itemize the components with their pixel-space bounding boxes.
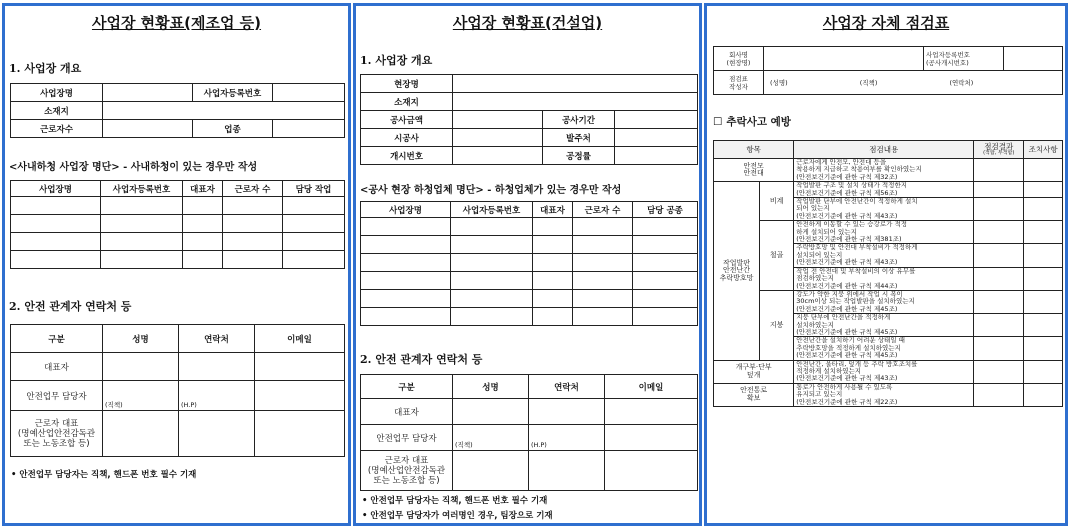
result-cell[interactable] — [974, 314, 1024, 337]
content-cell — [794, 221, 974, 244]
manufacturing-status-sheet — [2, 3, 351, 526]
label-workers: 근로자수 — [11, 120, 103, 138]
content-line: 추락방호망을 적정하게 설치하였는지 — [796, 343, 901, 352]
col-action: 조치사항 — [1024, 141, 1063, 159]
action-cell[interactable] — [1024, 182, 1063, 198]
content-cell — [794, 244, 974, 267]
col-site-name: 사업장명 — [11, 181, 101, 197]
content-line: 작업 전 안전대 및 부착설비의 이상 유무를 — [796, 266, 916, 275]
action-cell[interactable] — [1024, 267, 1063, 290]
hp-hint: (H.P) — [181, 401, 197, 409]
value-industry[interactable] — [273, 120, 345, 138]
item-line: 덮개 — [746, 370, 761, 379]
col-category: 구분 — [361, 375, 453, 399]
result-cell[interactable] — [974, 198, 1024, 221]
value-reg-no[interactable] — [273, 84, 345, 102]
item-safe-passage — [714, 383, 794, 406]
col-content: 점검내용 — [794, 141, 974, 159]
item-line: 개구부·단부 — [735, 363, 772, 372]
writer-name-hint: (성명) — [770, 78, 788, 87]
result-cell[interactable] — [974, 159, 1024, 182]
section-contact-heading: 2. 안전 관계자 연락처 등 — [9, 300, 132, 313]
action-cell[interactable] — [1024, 360, 1063, 383]
value-amount[interactable] — [453, 111, 543, 129]
action-cell[interactable] — [1024, 221, 1063, 244]
rep-line-2: (명예산업안전감독관 — [367, 465, 446, 476]
content-line: (안전보건기준에 관한 규칙 제43조) — [796, 374, 898, 383]
label-reg-no: 사업자등록번호 — [193, 84, 273, 102]
content-line: (안전보건기준에 관한 규칙 제43조) — [796, 211, 898, 220]
table-row — [714, 221, 1063, 244]
value-workers[interactable] — [103, 120, 193, 138]
subcontract-table — [360, 201, 698, 326]
item-line: 안전대 — [743, 169, 764, 178]
safety-position-cell[interactable] — [103, 381, 179, 411]
table-row[interactable] — [361, 218, 698, 236]
content-line: 안전하게 이동할 수 있는 승강로가 적정 — [796, 220, 908, 229]
content-line: 적정하게 설치하였는지 — [796, 366, 862, 375]
writer-line-2: 작성자 — [729, 82, 748, 91]
subcontract-heading: <사내하청 사업장 명단> - 사내하청이 있는 경우만 작성 — [9, 162, 258, 173]
value-reg-no[interactable] — [1004, 47, 1063, 71]
action-cell[interactable] — [1024, 159, 1063, 182]
row-worker-rep — [11, 411, 103, 457]
col-name: 성명 — [453, 375, 529, 399]
rep-phone-cell[interactable] — [529, 451, 605, 491]
content-line: 설치되어 있는지 — [796, 250, 843, 259]
subcontract-heading: <공사 현장 하청업체 명단> - 하청업체가 있는 경우만 작성 — [360, 185, 622, 196]
item-line: 확보 — [746, 393, 761, 402]
rep-email-cell[interactable] — [255, 411, 345, 457]
checklist-table — [713, 140, 1063, 407]
col-workers: 근로자 수 — [573, 202, 633, 218]
result-cell[interactable] — [974, 290, 1024, 313]
company-line-2: (현장명) — [726, 58, 751, 67]
item-platform-group — [714, 182, 760, 360]
col-task: 담당 작업 — [283, 181, 345, 197]
label-site-name: 사업장명 — [11, 84, 103, 102]
company-line-1: 회사명 — [729, 50, 748, 59]
item-line: 안전통로 — [740, 386, 768, 395]
content-line: (안전보건기준에 관한 규칙 제32조) — [796, 172, 898, 181]
label-amount: 공사금액 — [361, 111, 453, 129]
value-company[interactable] — [764, 47, 924, 71]
content-cell — [794, 337, 974, 360]
value-orderer[interactable] — [615, 129, 698, 147]
construction-status-sheet — [353, 3, 702, 526]
action-cell[interactable] — [1024, 314, 1063, 337]
result-cell[interactable] — [974, 337, 1024, 360]
table-row[interactable] — [11, 215, 345, 233]
col-ceo: 대표자 — [533, 202, 573, 218]
content-line: 30cm이상 되는 작업발판을 설치하였는지 — [796, 297, 915, 306]
col-result-line-2: (적합, 부적합) — [983, 149, 1015, 156]
rep-line-2: (명예산업안전감독관 — [17, 428, 96, 439]
position-hint: (직책) — [105, 401, 123, 409]
rep-line-3: 또는 노동조합 등) — [23, 438, 90, 449]
item-line: 작업발판 — [722, 258, 751, 267]
content-line: (안전보건기준에 관한 규칙 제43조) — [796, 258, 898, 267]
sub-item-scaffold: 비계 — [760, 182, 794, 221]
self-inspection-sheet — [704, 3, 1068, 526]
value-site[interactable] — [453, 75, 698, 93]
result-cell[interactable] — [974, 244, 1024, 267]
content-cell — [794, 314, 974, 337]
contact-table — [360, 374, 698, 491]
content-line: 지붕 단부에 안전난간을 적정하게 — [796, 313, 891, 322]
col-result — [974, 141, 1024, 159]
value-site-name[interactable] — [103, 84, 193, 102]
result-cell[interactable] — [974, 267, 1024, 290]
content-cell — [794, 360, 974, 383]
table-row[interactable] — [361, 236, 698, 254]
col-name: 성명 — [103, 325, 179, 353]
content-line: (안전보건기준에 관한 규칙 제45조) — [796, 304, 898, 313]
item-helmet-harness — [714, 159, 794, 182]
ceo-name-cell[interactable] — [453, 399, 529, 425]
content-line: 작업발판 단부에 안전난간이 적정하게 설치 — [796, 197, 918, 206]
ceo-name-cell[interactable] — [103, 353, 179, 381]
section-overview-heading: 1. 사업장 개요 — [9, 62, 82, 75]
table-row[interactable] — [361, 254, 698, 272]
col-phone: 연락처 — [529, 375, 605, 399]
label-progress: 공정률 — [543, 147, 615, 165]
label-constructor: 시공사 — [361, 129, 453, 147]
note-multiple-managers: • 안전업무 담당자가 여러명인 경우, 팀장으로 기재 — [362, 511, 553, 521]
reg-line-1: 사업자등록번호 — [926, 50, 970, 59]
rep-phone-cell[interactable] — [179, 411, 255, 457]
ceo-email-cell[interactable] — [255, 353, 345, 381]
col-result-line-1: 점검결과 — [984, 141, 1014, 151]
col-phone: 연락처 — [179, 325, 255, 353]
content-line: 착용하게 지급하고 착용여부를 확인하였는지 — [796, 165, 922, 174]
label-writer — [714, 71, 764, 95]
value-period[interactable] — [615, 111, 698, 129]
page-title: 사업장 현황표(건설업) — [452, 14, 603, 32]
content-line: (안전보건기준에 관한 규칙 제44조) — [796, 281, 898, 290]
overview-table — [10, 83, 345, 138]
rep-line-1: 근로자 대표 — [384, 455, 429, 466]
safety-phone-cell[interactable] — [529, 425, 605, 451]
row-ceo: 대표자 — [11, 353, 103, 381]
content-line: (안전보건기준에 관한 규칙 제56조) — [796, 188, 898, 197]
position-hint: (직책) — [455, 441, 473, 449]
table-row — [714, 182, 1063, 198]
content-line: 통로가 안전하게 사용될 수 있도록 — [796, 382, 893, 391]
section-contact-heading: 2. 안전 관계자 연락처 등 — [360, 353, 483, 366]
section-overview-heading: 1. 사업장 개요 — [360, 54, 433, 67]
col-site-name: 사업장명 — [361, 202, 451, 218]
page-title: 사업장 자체 점검표 — [822, 14, 950, 32]
col-trade: 담당 공종 — [633, 202, 698, 218]
result-cell[interactable] — [974, 221, 1024, 244]
action-cell[interactable] — [1024, 244, 1063, 267]
page-title: 사업장 현황표(제조업 등) — [91, 14, 262, 32]
label-industry: 업종 — [193, 120, 273, 138]
table-row — [714, 159, 1063, 182]
value-permit[interactable] — [453, 147, 543, 165]
rep-name-cell[interactable] — [103, 411, 179, 457]
content-line: 안전난간, 울타리, 덮개 등 추락 방호조치를 — [796, 359, 918, 368]
content-cell — [794, 267, 974, 290]
value-progress[interactable] — [615, 147, 698, 165]
col-reg-no: 사업자등록번호 — [101, 181, 183, 197]
content-line: 작업발판 구조 및 설치 상태가 적정한지 — [796, 181, 908, 190]
content-line: 유지되고 있는지 — [796, 390, 843, 399]
value-writer[interactable] — [764, 71, 1063, 95]
result-cell[interactable] — [974, 383, 1024, 406]
table-row — [714, 383, 1063, 406]
result-cell[interactable] — [974, 360, 1024, 383]
label-period: 공사기간 — [543, 111, 615, 129]
label-company — [714, 47, 764, 71]
sub-item-roof: 지붕 — [760, 290, 794, 360]
label-permit: 개시번호 — [361, 147, 453, 165]
item-line: 안전모 — [743, 161, 764, 170]
note-safety-manager: • 안전업무 담당자는 직책, 핸드폰 번호 필수 기재 — [362, 496, 548, 506]
content-line: 설치하였는지 — [796, 320, 834, 329]
safety-phone-cell[interactable] — [179, 381, 255, 411]
writer-position-hint: (직책) — [859, 78, 878, 87]
content-line: 추락방호망 및 안전대 부착설비가 적정하게 — [796, 243, 918, 252]
content-line: (안전보건기준에 관한 규칙 제381조) — [796, 235, 902, 244]
item-opening-cover — [714, 360, 794, 383]
content-cell — [794, 159, 974, 182]
col-workers: 근로자 수 — [223, 181, 283, 197]
table-row — [714, 290, 1063, 313]
content-line: 강도가 약한 지붕 위에서 작업 시 폭이 — [796, 289, 903, 298]
label-address: 소재지 — [11, 102, 103, 120]
content-cell — [794, 290, 974, 313]
label-orderer: 발주처 — [543, 129, 615, 147]
action-cell[interactable] — [1024, 198, 1063, 221]
value-address[interactable] — [103, 102, 345, 120]
safety-email-cell[interactable] — [605, 425, 698, 451]
action-cell[interactable] — [1024, 383, 1063, 406]
section-fall-prevention — [713, 114, 791, 129]
checkbox-icon[interactable]: ☐ — [713, 116, 723, 128]
table-row — [714, 360, 1063, 383]
subcontract-table — [10, 180, 345, 269]
content-line: 근로자에게 안전모, 안전대 등을 — [796, 158, 887, 166]
col-category: 구분 — [11, 325, 103, 353]
result-cell[interactable] — [974, 182, 1024, 198]
sub-item-steel: 철골 — [760, 221, 794, 291]
col-item: 항목 — [714, 141, 794, 159]
content-line: 되어 있는지 — [796, 204, 830, 213]
col-email: 이메일 — [605, 375, 698, 399]
safety-position-cell[interactable] — [453, 425, 529, 451]
item-line: 추락방호망 — [719, 273, 754, 282]
row-safety-manager: 안전업무 담당자 — [11, 381, 103, 411]
content-line: 점검하였는지 — [796, 274, 834, 283]
table-row[interactable] — [11, 251, 345, 269]
table-row[interactable] — [361, 290, 698, 308]
ceo-phone-cell[interactable] — [179, 353, 255, 381]
inspection-header-table — [713, 46, 1063, 95]
ceo-phone-cell[interactable] — [529, 399, 605, 425]
content-cell — [794, 198, 974, 221]
section-title: 추락사고 예방 — [726, 116, 791, 128]
col-ceo: 대표자 — [183, 181, 223, 197]
rep-line-1: 근로자 대표 — [34, 418, 79, 429]
content-line: (안전보건기준에 관한 규칙 제45조) — [796, 351, 898, 360]
ceo-email-cell[interactable] — [605, 399, 698, 425]
content-cell — [794, 383, 974, 406]
table-row[interactable] — [361, 272, 698, 290]
safety-email-cell[interactable] — [255, 381, 345, 411]
content-line: (안전보건기준에 관한 규칙 제45조) — [796, 327, 898, 336]
table-row[interactable] — [11, 197, 345, 215]
overview-table — [360, 74, 698, 165]
rep-name-cell[interactable] — [453, 451, 529, 491]
row-safety-manager: 안전업무 담당자 — [361, 425, 453, 451]
note-safety-manager: • 안전업무 담당자는 직책, 핸드폰 번호 필수 기재 — [11, 470, 197, 480]
row-ceo: 대표자 — [361, 399, 453, 425]
content-line: 하게 설치되어 있는지 — [796, 227, 857, 236]
contact-table — [10, 324, 345, 457]
content-cell — [794, 182, 974, 198]
rep-line-3: 또는 노동조합 등) — [373, 475, 440, 486]
label-address: 소재지 — [361, 93, 453, 111]
col-email: 이메일 — [255, 325, 345, 353]
table-row[interactable] — [11, 233, 345, 251]
item-line: 안전난간 — [722, 266, 751, 275]
action-cell[interactable] — [1024, 290, 1063, 313]
action-cell[interactable] — [1024, 337, 1063, 360]
value-address[interactable] — [453, 93, 698, 111]
writer-contact-hint: (연락처) — [949, 78, 974, 87]
label-site: 현장명 — [361, 75, 453, 93]
hp-hint: (H.P) — [531, 441, 547, 449]
col-reg-no: 사업자등록번호 — [451, 202, 533, 218]
rep-email-cell[interactable] — [605, 451, 698, 491]
content-line: 안전난간을 설치하기 어려운 상태일 때 — [796, 336, 905, 345]
value-constructor[interactable] — [453, 129, 543, 147]
row-worker-rep — [361, 451, 453, 491]
table-row[interactable] — [361, 308, 698, 326]
reg-line-2: (공사개시번호) — [926, 58, 969, 67]
label-reg-no — [924, 47, 1004, 71]
writer-line-1: 점검표 — [729, 74, 748, 83]
content-line: (안전보건기준에 관한 규칙 제22조) — [796, 397, 898, 406]
